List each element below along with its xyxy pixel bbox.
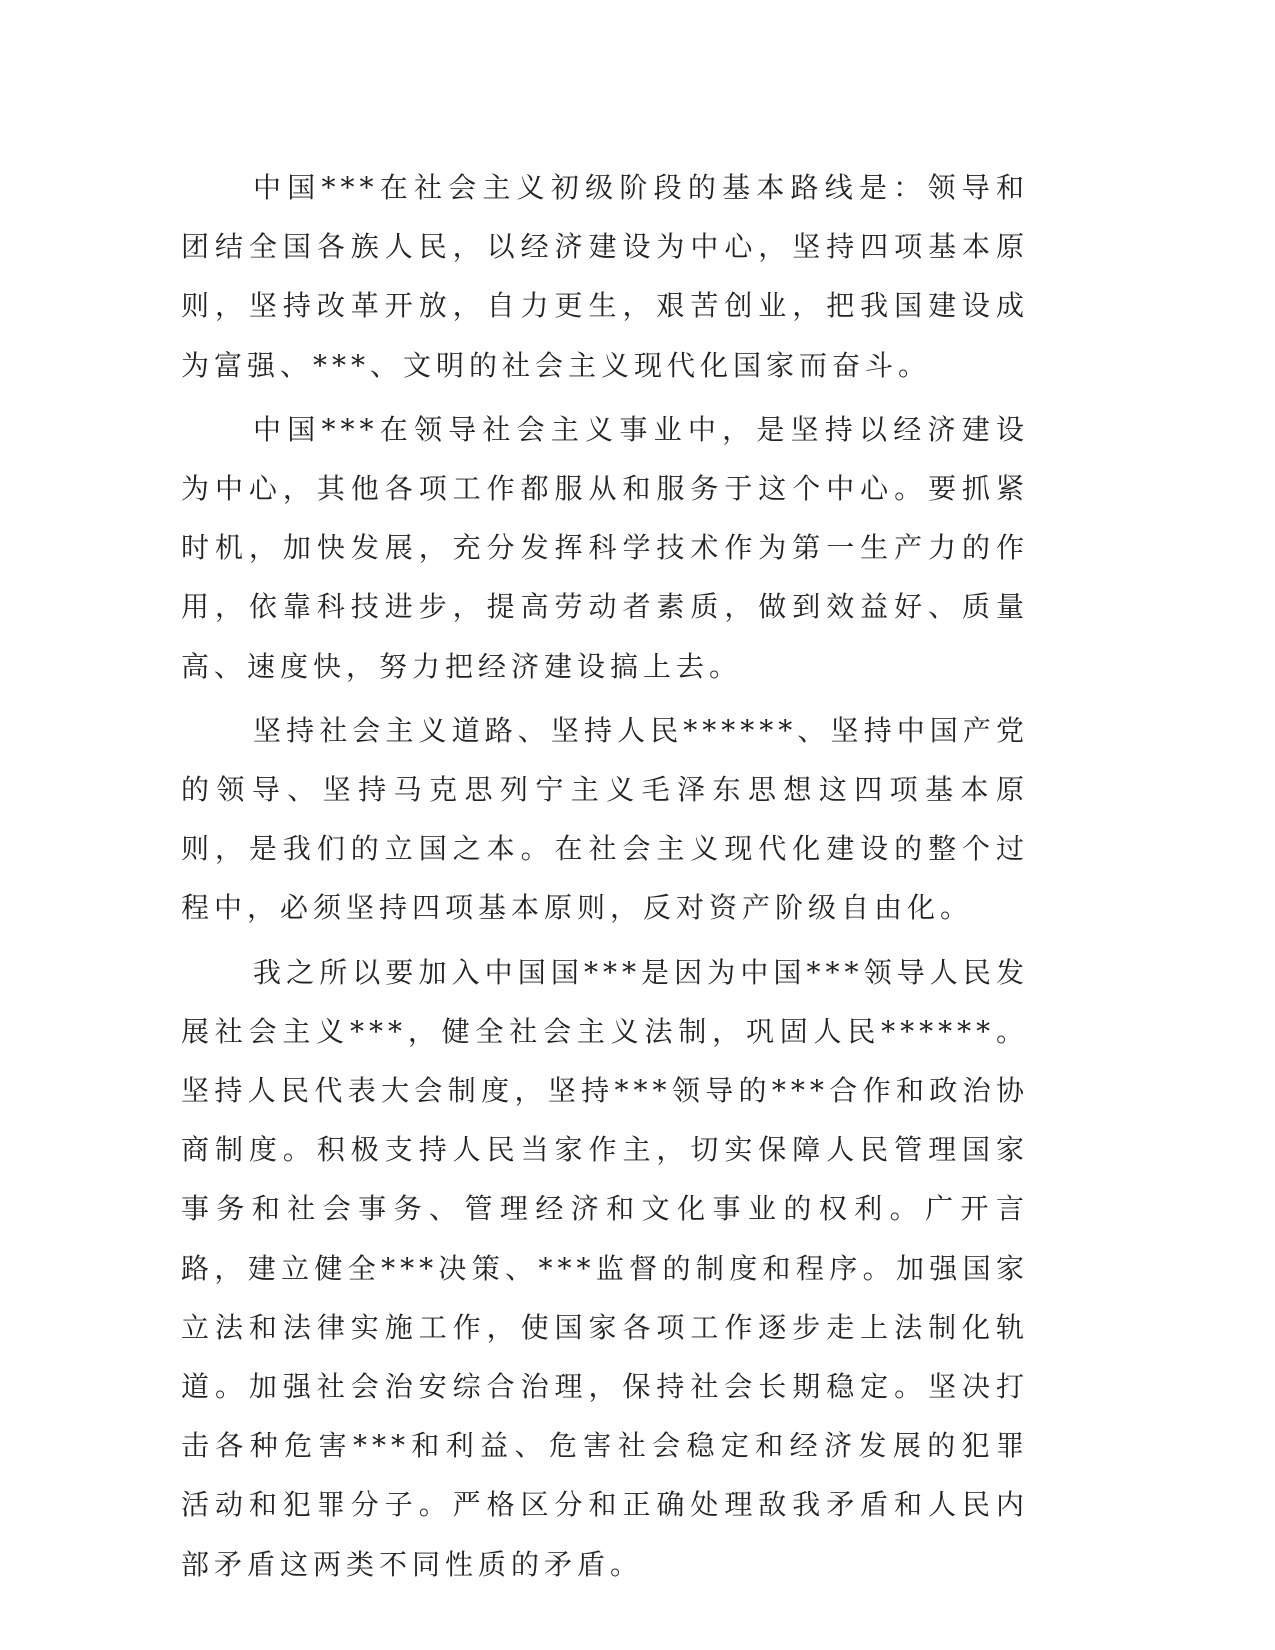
paragraph-reason-to-join: 我之所以要加入中国国***是因为中国***领导人民发展社会主义***，健全社会主义法制，巩固人民******。坚持人民代表大会制度，坚持***领导的***合作和政治协商制度。积极支持人民当家作主，切实保障人民管理国家事务和社会事务、管理经济和文化事业的权利。广开言路，建立健全***决策、***监督的制度和程序。加强国家立法和法律实施工作，使国家各项工作逐步走上法制化轨道。加强社会治安综合治理，保持社会长期稳定。坚决打击各种危害***和利益、危害社会稳定和经济发展的犯罪活动和犯罪分子。严格区分和正确处理敌我矛盾和人民内部矛盾这两类不同性质的矛盾。 <box>181 955 1029 1581</box>
paragraph-basic-line: 中国***在社会主义初级阶段的基本路线是：领导和团结全国各族人民，以经济建设为中心，坚持四项基本原则，坚持改革开放，自力更生，艰苦创业，把我国建设成为富强、***、文明的社会主义现代化国家而奋斗。 <box>181 171 1029 382</box>
paragraph-four-principles: 坚持社会主义道路、坚持人民******、坚持中国产党的领导、坚持马克思列宁主义毛泽东思想这四项基本原则，是我们的立国之本。在社会主义现代化建设的整个过程中，必须坚持四项基本原则，反对资产阶级自由化。 <box>181 713 1029 925</box>
paragraph-economic-construction: 中国***在领导社会主义事业中，是坚持以经济建设为中心，其他各项工作都服从和服务于这个中心。要抓紧时机，加快发展，充分发挥科学技术作为第一生产力的作用，依靠科技进步，提高劳动者素质，做到效益好、质量高、速度快，努力把经济建设搞上去。 <box>181 412 1029 683</box>
document-body <box>181 158 1029 1599</box>
